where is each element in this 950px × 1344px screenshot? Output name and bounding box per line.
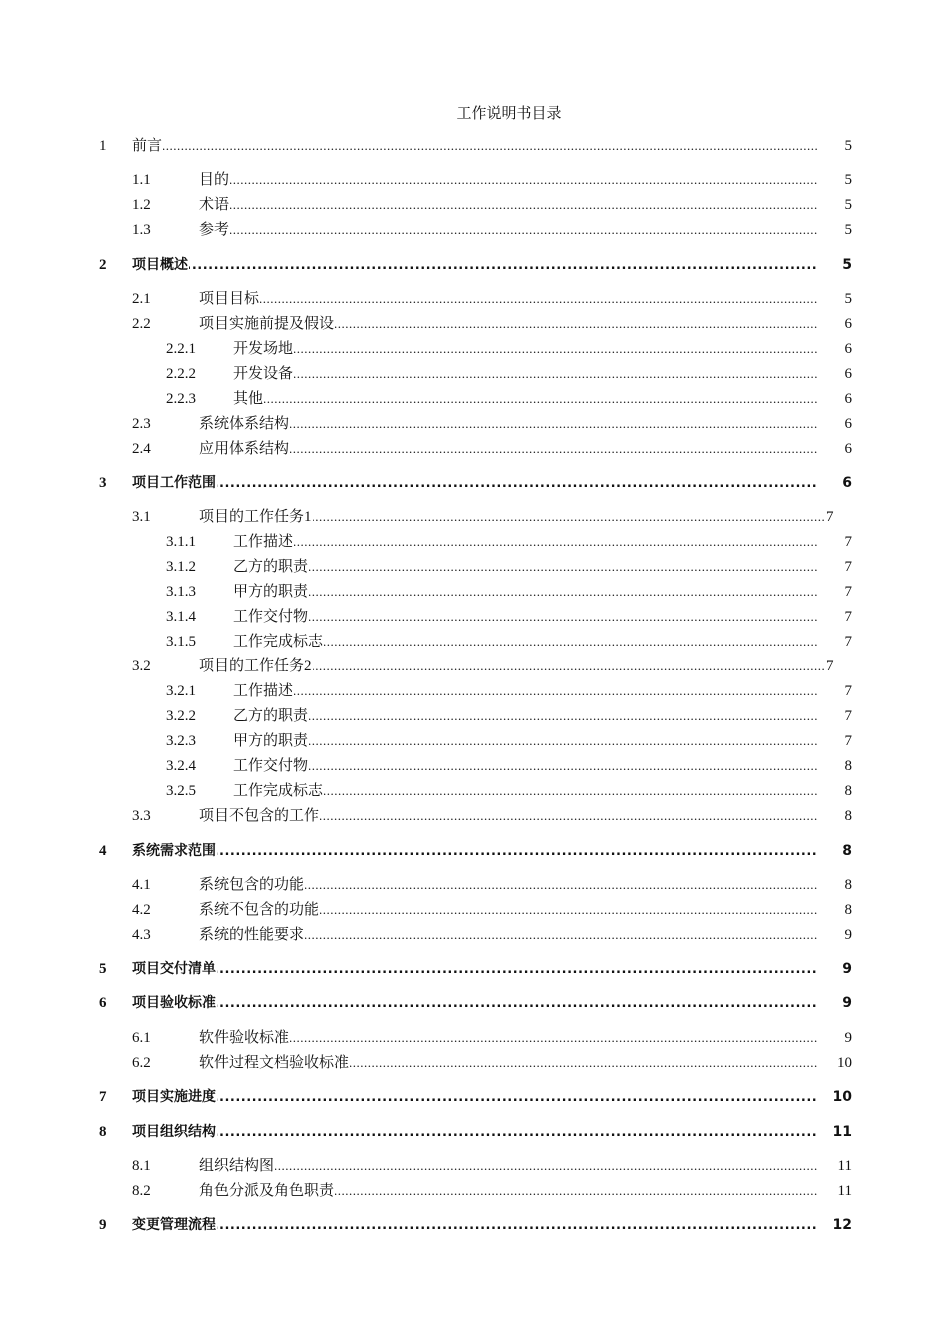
toc-leader-dots [233,581,817,603]
toc-entry[interactable] [0,730,950,752]
toc-page-number: 6 [842,475,852,491]
toc-entry-title: 目的 [199,169,230,191]
toc-entry-title: 开发设备 [233,363,294,385]
toc-leader-dots [132,840,817,862]
toc-leader-dots [132,958,817,980]
toc-entry-title: 软件过程文档验收标准 [199,1052,350,1074]
toc-entry-number: 4.1 [132,877,151,893]
toc-leader-dots [132,1214,817,1236]
toc-entry-number: 3.2.3 [166,733,196,749]
toc-entry-title: 其他 [233,388,264,410]
toc-page-number: 8 [844,758,852,774]
toc-entry-number: 3.1.1 [166,534,196,550]
document-title: 工作说明书目录 [456,106,562,122]
toc-leader-dots [199,438,817,460]
toc-page-number: 8 [844,808,852,824]
toc-page-number: 7 [844,559,852,575]
toc-entry-title: 系统不包含的功能 [199,899,320,921]
toc-entry-title: 系统体系结构 [199,413,290,435]
toc-entry-title: 项目的工作任务1 [199,506,313,528]
toc-page-number: 11 [837,1183,852,1199]
toc-entry-title: 项目验收标准 [132,992,217,1014]
toc-entry-number: 3.1 [132,509,151,525]
toc-page-number: 5 [844,291,852,307]
toc-entry-number: 5 [99,961,107,977]
toc-page-number: 8 [842,843,852,859]
toc-entry-title: 开发场地 [233,338,294,360]
toc-entry[interactable] [0,1052,950,1074]
toc-entry[interactable] [0,705,950,727]
toc-page-number: 8 [844,877,852,893]
toc-entry[interactable] [0,874,950,896]
toc-entry[interactable] [0,472,950,494]
toc-page-number: 7 [844,733,852,749]
toc-entry-title: 乙方的职责 [233,556,309,578]
toc-entry-number: 2.2.1 [166,341,196,357]
toc-leader-dots [233,606,817,628]
toc-entry[interactable] [0,169,950,191]
toc-leader-dots [132,472,817,494]
toc-entry-number: 4 [99,843,107,859]
toc-page-number: 7 [844,708,852,724]
toc-leader-dots [199,194,817,216]
toc-entry[interactable] [0,135,950,157]
toc-entry[interactable] [0,631,950,653]
toc-entry-title: 项目工作范围 [132,472,217,494]
toc-entry[interactable] [0,755,950,777]
toc-page-number: 9 [842,961,852,977]
toc-leader-dots [233,388,817,410]
toc-entry-title: 项目实施前提及假设 [199,313,335,335]
toc-page-number: 11 [832,1124,852,1140]
toc-leader-dots [233,680,817,702]
toc-entry-title: 项目的工作任务2 [199,655,313,677]
toc-entry-number: 4.3 [132,927,151,943]
toc-entry-title: 系统需求范围 [132,840,217,862]
toc-leader-dots [233,338,817,360]
toc-entry[interactable] [0,413,950,435]
toc-entry-number: 3.2.5 [166,783,196,799]
toc-entry[interactable] [0,958,950,980]
toc-entry-title: 参考 [199,219,230,241]
toc-page-number: 6 [844,341,852,357]
toc-entry-title: 项目实施进度 [132,1086,217,1108]
toc-entry[interactable] [0,1180,950,1202]
toc-entry[interactable] [0,388,950,410]
toc-entry[interactable] [0,219,950,241]
toc-entry-number: 1.1 [132,172,151,188]
toc-entry[interactable] [0,680,950,702]
toc-leader-dots [132,992,817,1014]
toc-entry[interactable] [0,992,950,1014]
toc-entry-title: 项目组织结构 [132,1121,217,1143]
toc-entry-number: 1 [99,138,107,154]
toc-page-number: 7 [844,534,852,550]
toc-entry[interactable] [0,556,950,578]
toc-page-number: 9 [842,995,852,1011]
toc-entry[interactable] [0,899,950,921]
toc-entry-number: 1.3 [132,222,151,238]
toc-entry[interactable] [0,313,950,335]
toc-entry-title: 项目交付清单 [132,958,217,980]
toc-entry[interactable] [0,363,950,385]
toc-page-number: 7 [826,509,834,525]
toc-page-number: 8 [844,902,852,918]
toc-entry-number: 4.2 [132,902,151,918]
toc-page-number: 5 [842,257,852,273]
toc-page-number: 7 [844,584,852,600]
toc-entry-number: 2 [99,257,107,273]
toc-leader-dots [199,169,817,191]
toc-entry[interactable] [0,1086,950,1108]
toc-page-number: 5 [844,138,852,154]
toc-entry-title: 角色分派及角色职责 [199,1180,335,1202]
toc-entry[interactable] [0,840,950,862]
toc-leader-dots [132,254,817,276]
toc-page-number: 11 [837,1158,852,1174]
toc-entry-title: 术语 [199,194,230,216]
toc-page-number: 9 [844,1030,852,1046]
toc-page-number: 10 [832,1089,852,1105]
toc-page-number: 6 [844,416,852,432]
toc-entry-title: 项目不包含的工作 [199,805,320,827]
toc-entry[interactable] [0,1027,950,1049]
toc-entry[interactable] [0,506,950,528]
toc-leader-dots [233,556,817,578]
toc-entry-title: 系统包含的功能 [199,874,305,896]
toc-entry-number: 9 [99,1217,107,1233]
toc-entry-number: 3 [99,475,107,491]
toc-entry-title: 工作交付物 [233,606,309,628]
toc-entry-number: 2.2 [132,316,151,332]
toc-entry-title: 甲方的职责 [233,581,309,603]
toc-entry[interactable] [0,194,950,216]
toc-page-number: 7 [844,683,852,699]
toc-leader-dots [199,219,817,241]
toc-page-number: 8 [844,783,852,799]
toc-entry-number: 6.1 [132,1030,151,1046]
toc-entry[interactable] [0,531,950,553]
toc-entry-number: 3.1.3 [166,584,196,600]
toc-page-number: 5 [844,222,852,238]
toc-entry-title: 应用体系结构 [199,438,290,460]
toc-page-number: 6 [844,366,852,382]
toc-entry-number: 2.2.2 [166,366,196,382]
toc-entry-title: 乙方的职责 [233,705,309,727]
toc-leader-dots [132,135,817,157]
toc-entry[interactable] [0,581,950,603]
toc-entry[interactable] [0,606,950,628]
toc-entry[interactable] [0,254,950,276]
toc-entry-title: 工作描述 [233,531,294,553]
toc-page-number: 5 [844,197,852,213]
toc-entry-number: 3.1.4 [166,609,196,625]
toc-page-number: 12 [832,1217,852,1233]
toc-entry[interactable] [0,288,950,310]
toc-entry[interactable] [0,780,950,802]
toc-entry-title: 变更管理流程 [132,1214,217,1236]
toc-entry-number: 6 [99,995,107,1011]
toc-entry[interactable] [0,805,950,827]
toc-entry-number: 6.2 [132,1055,151,1071]
toc-entry-number: 3.2.1 [166,683,196,699]
toc-leader-dots [233,755,817,777]
toc-entry-title: 甲方的职责 [233,730,309,752]
toc-leader-dots [199,288,817,310]
toc-entry-number: 2.2.3 [166,391,196,407]
toc-entry[interactable] [0,1214,950,1236]
toc-entry[interactable] [0,438,950,460]
toc-entry-number: 3.1.2 [166,559,196,575]
toc-entry-title: 工作完成标志 [233,780,324,802]
toc-entry-title: 系统的性能要求 [199,924,305,946]
toc-entry-number: 2.4 [132,441,151,457]
toc-entry[interactable] [0,655,950,677]
toc-entry-number: 2.3 [132,416,151,432]
toc-entry-number: 1.2 [132,197,151,213]
toc-entry-title: 软件验收标准 [199,1027,290,1049]
toc-leader-dots [233,730,817,752]
toc-entry-number: 8.2 [132,1183,151,1199]
toc-leader-dots [132,1121,817,1143]
toc-entry-number: 3.2.2 [166,708,196,724]
toc-entry[interactable] [0,924,950,946]
toc-leader-dots [233,363,817,385]
toc-entry-number: 8 [99,1124,107,1140]
toc-entry-number: 3.2 [132,658,151,674]
toc-entry[interactable] [0,1121,950,1143]
toc-page-number: 6 [844,391,852,407]
toc-page-number: 7 [844,634,852,650]
toc-leader-dots [199,1155,817,1177]
toc-entry-title: 前言 [132,135,163,157]
toc-page-number: 6 [844,316,852,332]
toc-page-number: 10 [837,1055,852,1071]
toc-leader-dots [199,1027,817,1049]
toc-entry[interactable] [0,338,950,360]
toc-leader-dots [132,1086,817,1108]
toc-leader-dots [199,413,817,435]
toc-leader-dots [233,531,817,553]
toc-entry-title: 项目目标 [199,288,260,310]
toc-page-number: 7 [844,609,852,625]
toc-entry-title: 项目概述 [132,254,189,276]
toc-page-number: 9 [844,927,852,943]
toc-page-number: 6 [844,441,852,457]
toc-entry-number: 3.2.4 [166,758,196,774]
toc-entry[interactable] [0,1155,950,1177]
toc-entry-title: 工作完成标志 [233,631,324,653]
toc-entry-title: 组织结构图 [199,1155,275,1177]
toc-page-number: 5 [844,172,852,188]
toc-leader-dots [233,705,817,727]
toc-entry-number: 8.1 [132,1158,151,1174]
toc-entry-title: 工作交付物 [233,755,309,777]
toc-entry-title: 工作描述 [233,680,294,702]
toc-entry-number: 3.3 [132,808,151,824]
toc-entry-number: 2.1 [132,291,151,307]
toc-entry-number: 3.1.5 [166,634,196,650]
toc-page-number: 7 [826,658,834,674]
toc-entry-number: 7 [99,1089,107,1105]
